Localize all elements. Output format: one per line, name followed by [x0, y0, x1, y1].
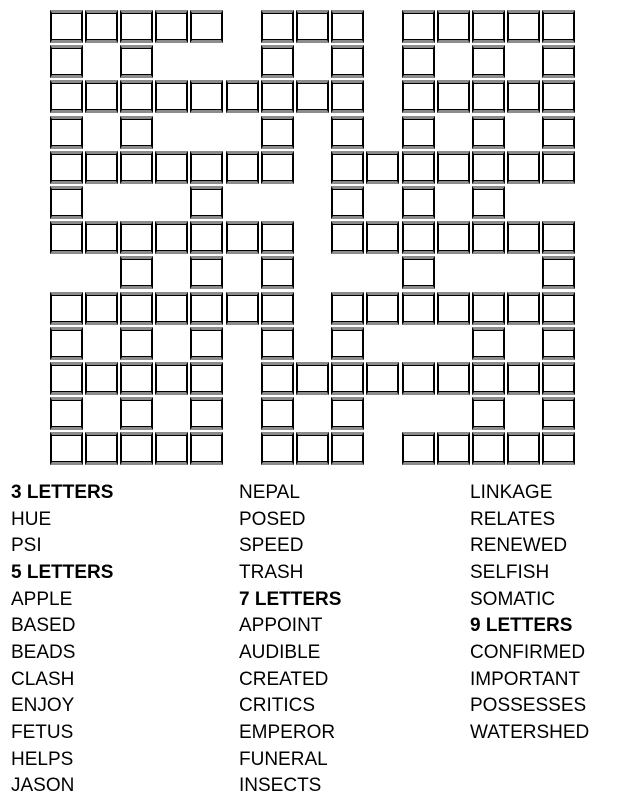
grid-cell[interactable] — [226, 151, 259, 184]
grid-cell[interactable] — [331, 10, 364, 43]
word-list-item: IMPORTANT — [470, 668, 581, 690]
word-list-header: 3 LETTERS — [11, 482, 114, 503]
grid-cell[interactable] — [402, 116, 435, 149]
grid-cell[interactable] — [507, 362, 540, 395]
grid-cell[interactable] — [120, 397, 153, 430]
grid-cell[interactable] — [402, 45, 435, 78]
grid-cell[interactable] — [331, 116, 364, 149]
word-list-item: FUNERAL — [239, 748, 328, 770]
grid-cell[interactable] — [85, 362, 118, 395]
grid-cell[interactable] — [120, 116, 153, 149]
grid-cell[interactable] — [50, 45, 83, 78]
grid-cell[interactable] — [507, 151, 540, 184]
grid-cell[interactable] — [542, 432, 575, 465]
word-list-item: POSSESSES — [470, 695, 587, 717]
grid-cell[interactable] — [261, 327, 294, 360]
grid-cell[interactable] — [542, 116, 575, 149]
grid-cell[interactable] — [190, 221, 223, 254]
grid-cell[interactable] — [85, 432, 118, 465]
grid-cell[interactable] — [261, 432, 294, 465]
grid-cell[interactable] — [261, 151, 294, 184]
word-list-item: CREATED — [239, 668, 329, 690]
grid-cell[interactable] — [472, 362, 505, 395]
grid-cell[interactable] — [366, 292, 399, 325]
grid-cell[interactable] — [190, 397, 223, 430]
grid-cell[interactable] — [437, 432, 470, 465]
grid-cell[interactable] — [261, 116, 294, 149]
grid-cell[interactable] — [507, 432, 540, 465]
grid-cell[interactable] — [50, 151, 83, 184]
grid-cell[interactable] — [120, 256, 153, 289]
word-list-item: BASED — [11, 615, 76, 637]
grid-cell[interactable] — [542, 362, 575, 395]
word-list-item: AUDIBLE — [239, 641, 321, 663]
grid-cell[interactable] — [402, 10, 435, 43]
word-list-item: EMPEROR — [239, 721, 336, 743]
word-list-header: 7 LETTERS — [239, 588, 342, 610]
grid-cell[interactable] — [472, 186, 505, 219]
grid-cell[interactable] — [542, 80, 575, 113]
word-list-item: FETUS — [11, 721, 74, 743]
word-list-header: 9 LETTERS — [470, 615, 573, 637]
grid-cell[interactable] — [50, 327, 83, 360]
grid-cell[interactable] — [542, 292, 575, 325]
grid-cell[interactable] — [296, 362, 329, 395]
word-list-item: JASON — [11, 775, 75, 797]
grid-cell[interactable] — [437, 10, 470, 43]
grid-cell[interactable] — [296, 10, 329, 43]
grid-cell[interactable] — [155, 151, 188, 184]
grid-cell[interactable] — [366, 221, 399, 254]
grid-cell[interactable] — [190, 256, 223, 289]
grid-cell[interactable] — [226, 221, 259, 254]
grid-cell[interactable] — [50, 432, 83, 465]
grid-cell[interactable] — [542, 45, 575, 78]
grid-cell[interactable] — [542, 256, 575, 289]
grid-cell[interactable] — [542, 327, 575, 360]
grid-cell[interactable] — [190, 186, 223, 219]
word-list-item: RELATES — [470, 508, 556, 530]
word-list-item: RENEWED — [470, 535, 568, 557]
grid-cell[interactable] — [331, 186, 364, 219]
grid-cell[interactable] — [155, 292, 188, 325]
grid-cell[interactable] — [261, 397, 294, 430]
grid-cell[interactable] — [402, 292, 435, 325]
word-list-item: SOMATIC — [470, 588, 556, 610]
grid-cell[interactable] — [437, 292, 470, 325]
word-list-header: 5 LETTERS — [11, 561, 114, 583]
grid-cell[interactable] — [331, 292, 364, 325]
word-list-item: APPLE — [11, 588, 73, 610]
word-list-item: LINKAGE — [470, 482, 553, 503]
word-list-item: CLASH — [11, 668, 75, 690]
grid-cell[interactable] — [190, 80, 223, 113]
word-list-item: HUE — [11, 508, 52, 530]
grid-cell[interactable] — [402, 221, 435, 254]
grid-cell[interactable] — [120, 327, 153, 360]
grid-cell[interactable] — [120, 362, 153, 395]
word-list-column — [11, 480, 113, 800]
word-list — [0, 480, 622, 812]
grid-cell[interactable] — [296, 80, 329, 113]
grid-cell[interactable] — [85, 151, 118, 184]
grid-cell[interactable] — [85, 221, 118, 254]
grid-cell[interactable] — [437, 80, 470, 113]
grid-cell[interactable] — [120, 221, 153, 254]
grid-cell[interactable] — [50, 80, 83, 113]
grid-cell[interactable] — [85, 80, 118, 113]
grid-cell[interactable] — [120, 45, 153, 78]
grid-cell[interactable] — [472, 80, 505, 113]
grid-cell[interactable] — [261, 10, 294, 43]
grid-cell[interactable] — [402, 256, 435, 289]
word-list-item: SELFISH — [470, 561, 550, 583]
grid-cell[interactable] — [120, 151, 153, 184]
grid-cell[interactable] — [155, 221, 188, 254]
word-list-item: NEPAL — [239, 482, 300, 503]
grid-cell[interactable] — [261, 45, 294, 78]
grid-cell[interactable] — [437, 362, 470, 395]
grid-cell[interactable] — [331, 397, 364, 430]
grid-cell[interactable] — [50, 292, 83, 325]
grid-cell[interactable] — [50, 186, 83, 219]
grid-cell[interactable] — [331, 80, 364, 113]
grid-cell[interactable] — [542, 151, 575, 184]
grid-cell[interactable] — [366, 151, 399, 184]
grid-cell[interactable] — [85, 292, 118, 325]
grid-cell[interactable] — [190, 327, 223, 360]
grid-cell[interactable] — [190, 10, 223, 43]
grid-cell[interactable] — [437, 151, 470, 184]
grid-cell[interactable] — [190, 362, 223, 395]
grid-cell[interactable] — [542, 397, 575, 430]
grid-cell[interactable] — [120, 10, 153, 43]
grid-cell[interactable] — [85, 10, 118, 43]
word-list-item: INSECTS — [239, 775, 322, 797]
grid-cell[interactable] — [120, 292, 153, 325]
word-list-item: HELPS — [11, 748, 74, 770]
word-list-item: WATERSHED — [470, 721, 590, 743]
grid-cell[interactable] — [402, 432, 435, 465]
grid-cell[interactable] — [261, 362, 294, 395]
grid-cell[interactable] — [331, 432, 364, 465]
grid-cell[interactable] — [226, 292, 259, 325]
grid-cell[interactable] — [402, 151, 435, 184]
grid-cell[interactable] — [120, 432, 153, 465]
grid-cell[interactable] — [331, 151, 364, 184]
grid-cell[interactable] — [261, 221, 294, 254]
grid-cell[interactable] — [472, 292, 505, 325]
grid-cell[interactable] — [507, 292, 540, 325]
grid-cell[interactable] — [366, 362, 399, 395]
grid-cell[interactable] — [261, 292, 294, 325]
grid-cell[interactable] — [542, 221, 575, 254]
word-list-column — [239, 480, 341, 800]
grid-cell[interactable] — [542, 10, 575, 43]
word-list-item: TRASH — [239, 561, 304, 583]
grid-cell[interactable] — [190, 151, 223, 184]
grid-cell[interactable] — [50, 362, 83, 395]
grid-cell[interactable] — [472, 432, 505, 465]
grid-cell[interactable] — [507, 221, 540, 254]
grid-cell[interactable] — [120, 80, 153, 113]
grid-cell[interactable] — [190, 292, 223, 325]
grid-cell[interactable] — [331, 221, 364, 254]
grid-cell[interactable] — [437, 221, 470, 254]
grid-cell[interactable] — [50, 221, 83, 254]
grid-cell[interactable] — [331, 362, 364, 395]
grid-cell[interactable] — [155, 80, 188, 113]
word-list-item: APPOINT — [239, 615, 323, 637]
grid-cell[interactable] — [296, 432, 329, 465]
grid-cell[interactable] — [472, 45, 505, 78]
grid-cell[interactable] — [261, 80, 294, 113]
grid-cell[interactable] — [472, 151, 505, 184]
word-list-item: BEADS — [11, 641, 76, 663]
grid-cell[interactable] — [331, 45, 364, 78]
grid-cell[interactable] — [507, 80, 540, 113]
word-list-item: SPEED — [239, 535, 304, 557]
grid-cell[interactable] — [507, 10, 540, 43]
word-list-item: CRITICS — [239, 695, 315, 717]
grid-cell[interactable] — [472, 397, 505, 430]
grid-cell[interactable] — [402, 186, 435, 219]
grid-cell[interactable] — [50, 397, 83, 430]
grid-cell[interactable] — [50, 116, 83, 149]
word-list-item: CONFIRMED — [470, 641, 586, 663]
grid-cell[interactable] — [190, 432, 223, 465]
grid-cell[interactable] — [331, 327, 364, 360]
grid-cell[interactable] — [261, 256, 294, 289]
word-list-item: PSI — [11, 535, 42, 557]
word-list-item: POSED — [239, 508, 306, 530]
grid-cell[interactable] — [402, 362, 435, 395]
grid-cell[interactable] — [155, 432, 188, 465]
grid-cell[interactable] — [155, 362, 188, 395]
grid-cell[interactable] — [402, 80, 435, 113]
word-list-column — [470, 480, 589, 747]
grid-cell[interactable] — [155, 10, 188, 43]
grid-cell[interactable] — [472, 116, 505, 149]
grid-cell[interactable] — [472, 221, 505, 254]
grid-cell[interactable] — [226, 80, 259, 113]
grid-cell[interactable] — [472, 327, 505, 360]
grid-cell[interactable] — [50, 10, 83, 43]
grid-cell[interactable] — [472, 10, 505, 43]
word-list-item: ENJOY — [11, 695, 75, 717]
